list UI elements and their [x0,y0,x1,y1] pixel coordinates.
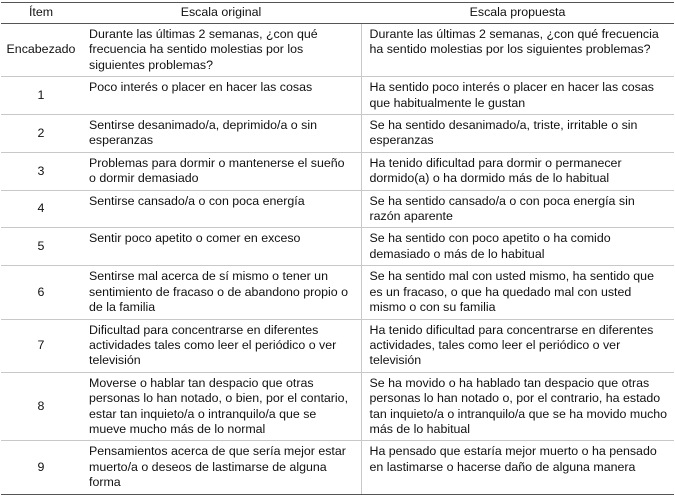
table-row [1,319,674,372]
table-row [1,266,674,319]
item-cell: 7 [1,319,81,372]
original-cell: Problemas para dormir o mantenerse el sueño o dormir demasiado [81,152,361,190]
table-row [1,152,674,190]
proposed-cell: Se ha sentido con poco apetito o ha comido demasiado o más de lo habitual [361,228,674,266]
item-cell: 6 [1,266,81,319]
original-cell: Sentirse cansado/a o con poca energía [81,190,361,228]
table-row [1,190,674,228]
proposed-cell: Se ha sentido mal con usted mismo, ha sentido que es un fracaso, o que ha quedado mal con usted mismo o con su familia [361,266,674,319]
original-cell: Sentir poco apetito o comer en exceso [81,228,361,266]
original-cell: Poco interés o placer en hacer las cosas [81,77,361,115]
original-cell: Pensamientos acerca de que sería mejor estar muerto/a o deseos de lastimarse de alguna forma [81,441,361,494]
item-cell: Encabezado [1,24,81,77]
item-cell: 4 [1,190,81,228]
header-original-scale: Escala original [81,3,361,24]
item-cell: 3 [1,152,81,190]
table-row [1,228,674,266]
original-cell: Dificultad para concentrarse en diferentes actividades tales como leer el periódico o ver televisión [81,319,361,372]
item-cell: 2 [1,115,81,153]
proposed-cell: Ha sentido poco interés o placer en hacer las cosas que habitualmente le gustan [361,77,674,115]
item-cell: 1 [1,77,81,115]
proposed-cell: Ha tenido dificultad para concentrarse en diferentes actividades, tales como leer el periódico o ver televisión [361,319,674,372]
table-row [1,441,674,494]
header-proposed-scale: Escala propuesta [361,3,674,24]
proposed-cell: Ha pensado que estaría mejor muerto o ha pensado en lastimarse o hacerse daño de alguna manera [361,441,674,494]
table-row [1,372,674,441]
item-cell: 9 [1,441,81,494]
scale-comparison-table [1,2,674,495]
table-row [1,115,674,153]
item-cell: 5 [1,228,81,266]
original-cell: Sentirse mal acerca de sí mismo o tener un sentimiento de fracaso o de abandono propio o de la familia [81,266,361,319]
header-item: Ítem [1,3,81,24]
table-row [1,77,674,115]
proposed-cell: Durante las últimas 2 semanas, ¿con qué frecuencia ha sentido molestias por los siguientes problemas? [361,24,674,77]
proposed-cell: Se ha sentido cansado/a o con poca energía sin razón aparente [361,190,674,228]
proposed-cell: Ha tenido dificultad para dormir o permanecer dormido(a) o ha dormido más de lo habitual [361,152,674,190]
original-cell: Sentirse desanimado/a, deprimido/a o sin esperanzas [81,115,361,153]
table-row [1,24,674,77]
proposed-cell: Se ha movido o ha hablado tan despacio que otras personas lo han notado o, por el contrario, ha estado tan inquieto/a o intranquilo/a que se ha movido mucho más de lo habitual [361,372,674,441]
original-cell: Durante las últimas 2 semanas, ¿con qué frecuencia ha sentido molestias por los siguientes problemas? [81,24,361,77]
proposed-cell: Se ha sentido desanimado/a, triste, irritable o sin esperanzas [361,115,674,153]
original-cell: Moverse o hablar tan despacio que otras personas lo han notado, o bien, por el contario, estar tan inquieto/a o intranquilo/a que se mueve mucho más de lo normal [81,372,361,441]
item-cell: 8 [1,372,81,441]
header-row [1,3,674,24]
